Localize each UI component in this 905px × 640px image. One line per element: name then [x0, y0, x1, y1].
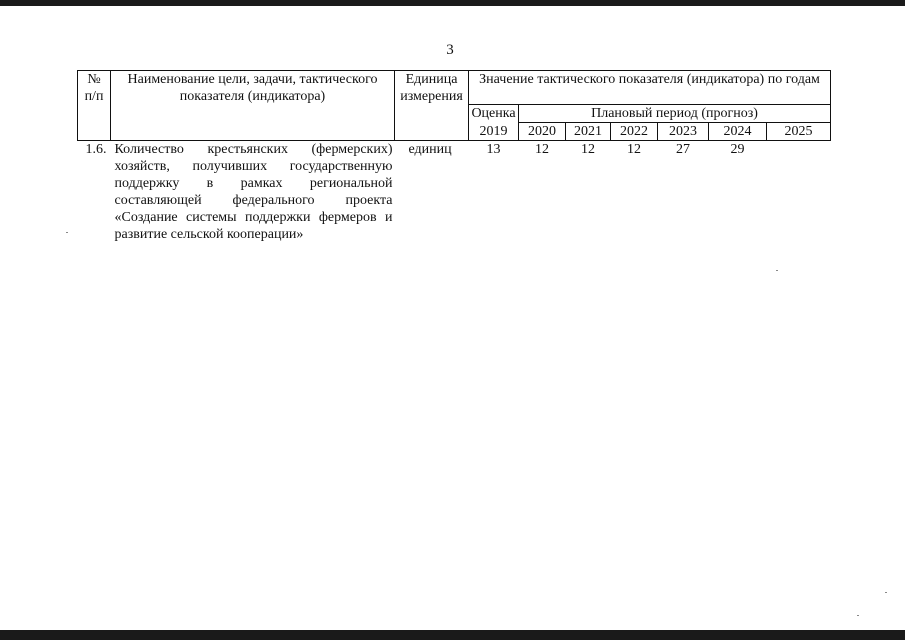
value-2025 [767, 141, 831, 244]
scan-speck [776, 270, 778, 271]
header-year-2025: 2025 [767, 123, 831, 141]
header-year-2019: 2019 [469, 123, 519, 141]
header-plan-period: Плановый период (прогноз) [519, 105, 831, 123]
value-2022: 12 [627, 142, 641, 157]
header-year-2020: 2020 [519, 123, 566, 141]
value-2020: 12 [535, 142, 549, 157]
row-unit: единиц [408, 142, 452, 157]
header-year-2023: 2023 [658, 123, 709, 141]
header-year-2024: 2024 [709, 123, 767, 141]
value-2019: 13 [486, 142, 501, 157]
scan-speck [885, 592, 887, 593]
scan-speck [857, 615, 859, 616]
header-estimate: Оценка [469, 105, 519, 123]
header-name: Наименование цели, задачи, тактического показателя (индикатора) [111, 71, 395, 141]
value-2023: 27 [676, 142, 690, 157]
header-year-2022: 2022 [611, 123, 658, 141]
header-value-group: Значение тактического показателя (индикатора) по годам [469, 71, 831, 105]
value-2024: 29 [730, 142, 745, 157]
header-year-2021: 2021 [566, 123, 611, 141]
page-number: 3 [446, 42, 454, 58]
scan-border-top [0, 0, 905, 6]
indicator-table [77, 70, 831, 243]
scan-speck [66, 232, 68, 233]
table-row [78, 141, 831, 244]
row-name: Количество крестьянских (фермерских) хозяйств, получивших государственную поддержку в рамках региональной составляющей федерального проекта «Создание системы поддержки фермеров и развитие сельской кооперации» [114, 142, 393, 242]
row-number: 1.6. [85, 142, 107, 157]
value-2021: 12 [581, 142, 595, 157]
scan-border-bottom [0, 630, 905, 640]
header-unit: Единица измерения [395, 71, 469, 141]
header-number: № п/п [78, 71, 111, 141]
